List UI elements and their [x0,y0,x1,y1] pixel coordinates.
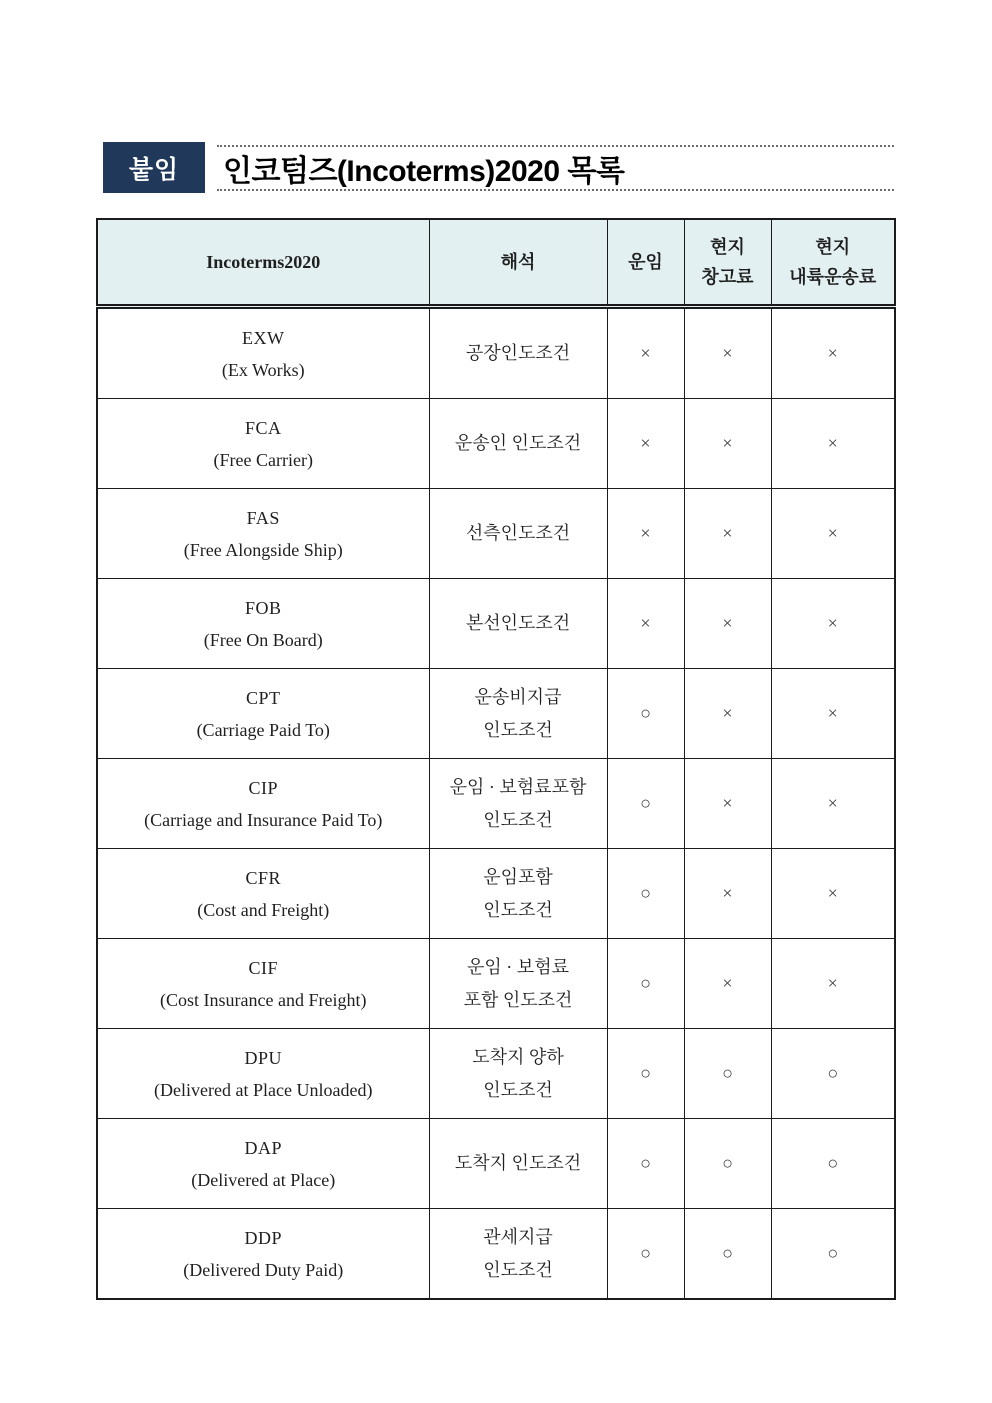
incoterm-name-cell [97,1209,429,1300]
local-inland-transport-mark: × [771,399,895,489]
interpretation-cell [429,759,607,849]
incoterm-code: CPT [245,687,281,708]
incoterm-code: DAP [244,1137,282,1158]
attachment-badge: 붙임 [103,142,205,193]
local-warehouse-mark: ○ [684,1029,771,1119]
freight-mark: × [607,489,684,579]
local-inland-transport-mark: × [771,307,895,399]
table-row [97,669,895,759]
table-row [97,939,895,1029]
incoterm-english-name: (Free Carrier) [213,449,313,470]
table-row [97,399,895,489]
incoterm-english-name: (Free On Board) [203,629,323,650]
interpretation-cell [429,489,607,579]
freight-mark: × [607,399,684,489]
table-row [97,307,895,399]
page-title: 인코텀즈(Incoterms)2020 목록 [223,155,625,188]
table-row [97,579,895,669]
local-warehouse-mark: × [684,489,771,579]
column-header-freight: 운임 [607,219,684,307]
interpretation-cell [429,939,607,1029]
freight-mark: ○ [607,1029,684,1119]
interpretation-line-1: 도착지 인도조건 [454,1153,582,1173]
interpretation-line-2: 인도조건 [483,809,553,830]
interpretation-cell [429,1119,607,1209]
local-warehouse-mark: × [684,759,771,849]
incoterm-code: FCA [244,417,282,438]
table-body [97,307,895,1300]
incoterm-english-name: (Carriage Paid To) [196,719,330,740]
incoterm-code: FOB [244,597,282,618]
freight-mark: ○ [607,1119,684,1209]
incoterm-name-cell [97,1119,429,1209]
incoterm-english-name: (Free Alongside Ship) [183,539,343,560]
freight-mark: ○ [607,759,684,849]
table-row [97,1119,895,1209]
local-warehouse-mark: × [684,307,771,399]
interpretation-cell [429,1209,607,1300]
incoterm-code: FAS [246,507,280,528]
local-warehouse-mark: × [684,939,771,1029]
local-inland-transport-mark: × [771,849,895,939]
interpretation-line-1: 공장인도조건 [465,343,571,363]
local-warehouse-mark: × [684,849,771,939]
interpretation-line-2: 인도조건 [483,1259,553,1280]
incoterm-name-cell [97,489,429,579]
incoterm-english-name: (Delivered at Place Unloaded) [154,1079,373,1100]
column-header-local-inland-transport [771,219,895,307]
incoterm-code: DDP [244,1227,282,1248]
interpretation-cell [429,307,607,399]
column-header-incoterms: Incoterms2020 [97,219,429,307]
incoterm-name-cell [97,1029,429,1119]
local-warehouse-mark: ○ [684,1119,771,1209]
freight-mark: × [607,307,684,399]
local-inland-transport-mark: × [771,669,895,759]
incoterm-code: CIF [248,957,278,978]
table-header-row [97,219,895,307]
interpretation-line-1: 본선인도조건 [465,613,571,633]
incoterm-name-cell [97,579,429,669]
interpretation-line-1: 운임 · 보험료 [467,956,569,977]
table-row [97,849,895,939]
column-header-line: 창고료 [701,267,754,287]
interpretation-line-1: 운송비지급 [474,686,562,707]
incoterm-english-name: (Carriage and Insurance Paid To) [144,809,383,830]
incoterm-english-name: (Delivered Duty Paid) [183,1259,344,1280]
interpretation-line-1: 관세지급 [483,1226,553,1247]
interpretation-cell [429,669,607,759]
freight-mark: ○ [607,849,684,939]
interpretation-line-1: 운송인 인도조건 [454,433,582,453]
table-row [97,1209,895,1300]
local-warehouse-mark: × [684,579,771,669]
interpretation-line-2: 인도조건 [483,899,553,920]
local-inland-transport-mark: ○ [771,1209,895,1300]
freight-mark: × [607,579,684,669]
freight-mark: ○ [607,1209,684,1300]
incoterm-code: DPU [244,1047,282,1068]
incoterm-english-name: (Cost and Freight) [197,899,330,920]
interpretation-line-2: 포함 인도조건 [463,989,573,1010]
incoterm-english-name: (Cost Insurance and Freight) [160,989,367,1010]
interpretation-line-2: 인도조건 [483,1079,553,1100]
local-inland-transport-mark: × [771,489,895,579]
incoterm-name-cell [97,669,429,759]
interpretation-line-2: 인도조건 [483,719,553,740]
incoterm-code: CIP [248,777,278,798]
table-row [97,489,895,579]
local-warehouse-mark: × [684,399,771,489]
interpretation-cell [429,579,607,669]
local-inland-transport-mark: × [771,759,895,849]
local-warehouse-mark: × [684,669,771,759]
column-header-line: 내륙운송료 [789,267,877,287]
local-inland-transport-mark: × [771,939,895,1029]
interpretation-cell [429,849,607,939]
incoterm-name-cell [97,307,429,399]
incoterm-name-cell [97,939,429,1029]
incoterm-english-name: (Delivered at Place) [191,1169,336,1190]
column-header-interpretation: 해석 [429,219,607,307]
incoterm-english-name: (Ex Works) [221,359,305,380]
incoterm-name-cell [97,849,429,939]
title-box [217,145,894,191]
incoterm-code: EXW [242,327,285,348]
table-row [97,759,895,849]
incoterms-table [96,218,896,1300]
interpretation-line-1: 도착지 양하 [472,1046,564,1067]
table-row [97,1029,895,1119]
local-inland-transport-mark: ○ [771,1119,895,1209]
interpretation-line-1: 운임 · 보험료포함 [449,776,587,797]
freight-mark: ○ [607,939,684,1029]
incoterm-name-cell [97,759,429,849]
interpretation-cell [429,399,607,489]
document-header [103,142,894,193]
interpretation-cell [429,1029,607,1119]
column-header-line: 현지 [815,237,851,257]
local-inland-transport-mark: ○ [771,1029,895,1119]
local-warehouse-mark: ○ [684,1209,771,1300]
column-header-local-warehouse [684,219,771,307]
column-header-line: 현지 [710,237,745,257]
interpretation-line-1: 선측인도조건 [465,523,571,543]
local-inland-transport-mark: × [771,579,895,669]
incoterm-name-cell [97,399,429,489]
incoterm-code: CFR [245,867,282,888]
interpretation-line-1: 운임포함 [483,866,553,887]
freight-mark: ○ [607,669,684,759]
